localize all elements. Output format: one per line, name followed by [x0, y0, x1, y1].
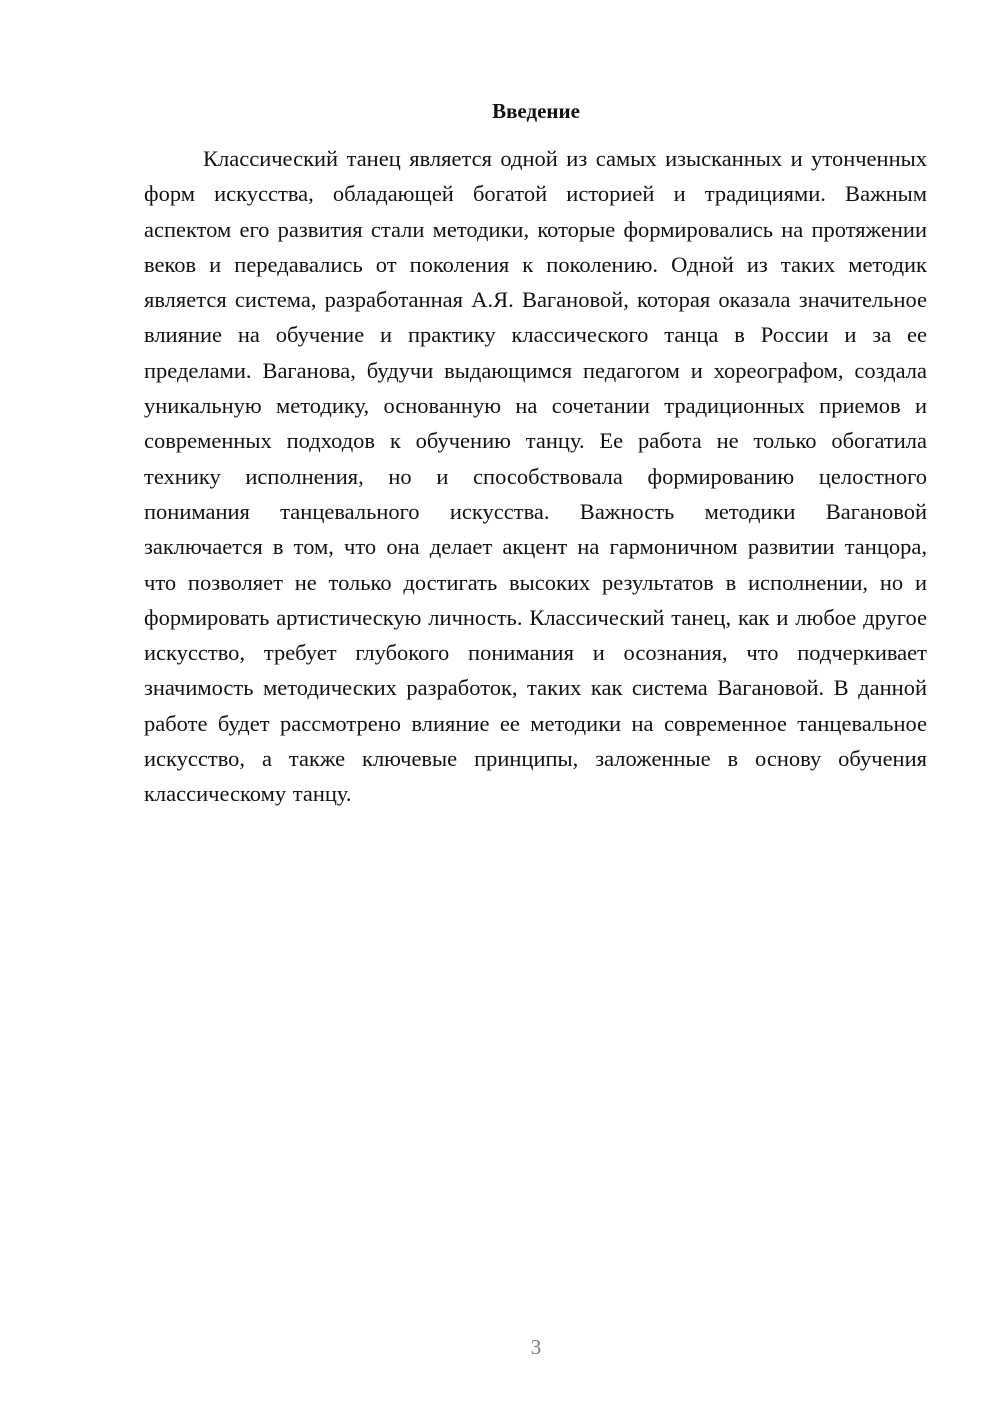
body-paragraph: Классический танец является одной из самых изысканных и утонченных форм искусства, обладающей богатой историей и традициями. Важным аспектом его развития стали методики, которые формировались на протяжении веков и передавались от поколения к поколению. Одной из таких методик является система, разработанная А.Я. Вагановой, которая оказала значительное влияние на обучение и практику классического танца в России и за ее пределами. Ваганова, будучи выдающимся педагогом и хореографом, создала уникальную методику, основанную на сочетании традиционных приемов и современных подходов к обучению танцу. Ее работа не только обогатила технику исполнения, но и способствовала формированию целостного понимания танцевального искусства. Важность методики Вагановой заключается в том, что она делает акцент на гармоничном развитии танцора, что позволяет не только достигать высоких результатов в исполнении, но и формировать артистическую личность. Классический танец, как и любое другое искусство, требует глубокого понимания и осознания, что подчеркивает значимость методических разработок, таких как система Вагановой. В данной работе будет рассмотрено влияние ее методики на современное танцевальное искусство, а также ключевые принципы, заложенные в основу обучения классическому танцу.: [144, 146, 927, 807]
page-title: Введение: [492, 99, 580, 123]
page-number: 3: [530, 1335, 542, 1359]
